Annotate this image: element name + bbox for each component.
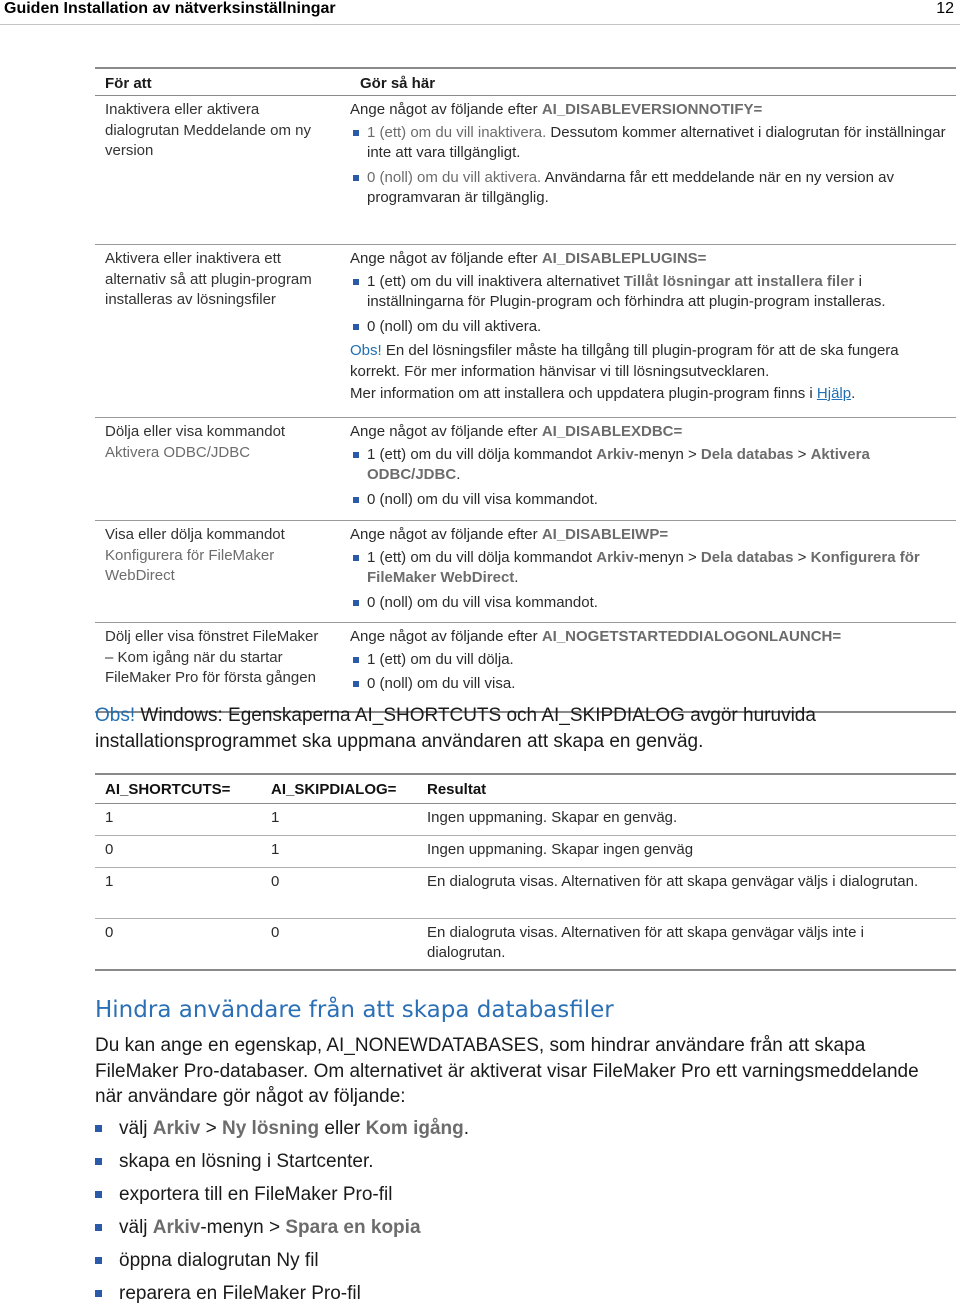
column-header-purpose: För att	[105, 75, 152, 92]
row-purpose: Inaktivera eller aktivera dialogrutan Meddelande om ny version	[105, 101, 311, 159]
list-item: välj Arkiv-menyn > Spara en kopia	[95, 1215, 945, 1248]
list-item: 1 (ett) om du vill inaktivera alternativet Tillåt lösningar att installera filer i inställningarna för Plugin-program och förhindra att plugin-program installeras.	[350, 272, 946, 313]
list-item: 1 (ett) om du vill inaktivera. Dessutom kommer alternativet i dialogrutan för inställningar inte att vara tillgängligt.	[350, 123, 946, 164]
list-item: 0 (noll) om du vill visa kommandot.	[350, 490, 946, 511]
note-text: Obs! En del lösningsfiler måste ha tillgång till plugin-program för att de ska fungera korrekt. För mer information hänvisar vi till lösningsutvecklaren.	[350, 342, 899, 380]
windows-note	[95, 703, 945, 755]
table-cell: Ingen uppmaning. Skapar ingen genväg	[427, 841, 694, 858]
value-list	[350, 445, 946, 511]
row-intro: Ange något av följande efter AI_DISABLEPLUGINS=	[350, 250, 707, 267]
list-item: välj Arkiv > Ny lösning eller Kom igång.	[95, 1116, 945, 1149]
property-name: AI_DISABLEPLUGINS=	[541, 250, 707, 267]
table-header	[95, 775, 956, 804]
properties-table	[95, 67, 956, 713]
column-header: AI_SKIPDIALOG=	[271, 781, 397, 798]
row-intro: Ange något av följande efter AI_DISABLEIWP=	[350, 526, 669, 543]
row-action	[340, 418, 956, 520]
list-item: öppna dialogrutan Ny fil	[95, 1248, 945, 1281]
table-row	[95, 521, 956, 623]
value-list	[350, 123, 946, 209]
list-item: 0 (noll) om du vill visa kommandot.	[350, 593, 946, 614]
document-title: Guiden Installation av nätverksinställningar	[4, 0, 336, 17]
section-heading: Hindra användare från att skapa databasfiler	[95, 997, 614, 1023]
column-header: Resultat	[427, 781, 487, 798]
row-purpose: Visa eller dölja kommandot Konfigurera för FileMaker WebDirect	[105, 526, 285, 584]
table-row	[95, 96, 956, 245]
list-item: 0 (noll) om du vill aktivera.	[350, 317, 946, 338]
table-cell: 1	[271, 809, 280, 826]
table-cell: 0	[271, 924, 280, 941]
page-header	[0, 0, 960, 25]
list-item: skapa en lösning i Startcenter.	[95, 1149, 945, 1182]
table-cell: En dialogruta visas. Alternativen för att skapa genvägar väljs inte i dialogrutan.	[427, 924, 864, 961]
list-item: 0 (noll) om du vill aktivera. Användarna får ett meddelande när en ny version av programvaran är tillgänglig.	[350, 168, 946, 209]
row-action	[340, 245, 956, 417]
table-cell: 1	[105, 873, 114, 890]
note-body: Windows: Egenskaperna AI_SHORTCUTS och AI_SKIPDIALOG avgör huruvida installationsprogrammet ska uppmana användaren att skapa en genväg.	[95, 705, 816, 752]
list-item: 1 (ett) om du vill dölja kommandot Arkiv-menyn > Dela databas > Aktivera ODBC/JDBC.	[350, 445, 946, 486]
table-header	[95, 69, 956, 96]
more-info: Mer information om att installera och uppdatera plugin-program finns i Hjälp.	[350, 385, 856, 402]
shortcut-table	[95, 773, 956, 971]
help-link[interactable]: Hjälp	[816, 385, 852, 402]
value-list	[350, 548, 946, 614]
page-number: 12	[936, 0, 954, 17]
note-label: Obs!	[95, 705, 136, 726]
table-cell: 1	[105, 809, 114, 826]
table-row	[95, 919, 956, 969]
column-header-action: Gör så här	[360, 75, 436, 92]
list-item: exportera till en FileMaker Pro-fil	[95, 1182, 945, 1215]
action-list	[95, 1116, 945, 1314]
row-purpose: Aktivera eller inaktivera ett alternativ så att plugin-program installeras av lösningsfiler	[105, 250, 312, 308]
property-name: AI_DISABLEVERSIONNOTIFY=	[541, 101, 763, 118]
table-row	[95, 623, 956, 711]
property-name: AI_NOGETSTARTEDDIALOGONLAUNCH=	[541, 628, 842, 645]
row-purpose: Dölja eller visa kommandot Aktivera ODBC/JDBC	[105, 423, 286, 461]
table-row	[95, 804, 956, 836]
property-name: AI_DISABLEIWP=	[541, 526, 669, 543]
row-purpose: Dölj eller visa fönstret FileMaker – Kom igång när du startar FileMaker Pro för första gången	[105, 628, 319, 686]
table-cell: En dialogruta visas. Alternativen för att skapa genvägar väljs i dialogrutan.	[427, 873, 919, 890]
list-item: 1 (ett) om du vill dölja kommandot Arkiv-menyn > Dela databas > Konfigurera för FileMaker WebDirect.	[350, 548, 946, 589]
row-intro: Ange något av följande efter AI_NOGETSTARTEDDIALOGONLAUNCH=	[350, 628, 842, 645]
table-row	[95, 245, 956, 418]
row-action	[340, 623, 956, 711]
table-cell: 0	[105, 841, 114, 858]
property-name: AI_DISABLEXDBC=	[541, 423, 683, 440]
row-action	[340, 96, 956, 244]
column-header: AI_SHORTCUTS=	[105, 781, 231, 798]
row-intro: Ange något av följande efter AI_DISABLEXDBC=	[350, 423, 683, 440]
value-list	[350, 650, 946, 695]
row-intro: Ange något av följande efter AI_DISABLEVERSIONNOTIFY=	[350, 101, 763, 118]
table-cell: 1	[271, 841, 280, 858]
table-cell: 0	[105, 924, 114, 941]
section-paragraph: Du kan ange en egenskap, AI_NONEWDATABASES, som hindrar användare från att skapa FileMaker Pro-databaser. Om alternativet är aktiverat visar FileMaker Pro ett varningsmeddelande när användare gör något av följande:	[95, 1035, 919, 1107]
table-cell: 0	[271, 873, 280, 890]
list-item: 0 (noll) om du vill visa.	[350, 674, 946, 695]
value-list	[350, 272, 946, 338]
row-action	[340, 521, 956, 622]
table-cell: Ingen uppmaning. Skapar en genväg.	[427, 809, 678, 826]
table-row	[95, 836, 956, 868]
list-item: reparera en FileMaker Pro-fil	[95, 1281, 945, 1314]
table-row	[95, 868, 956, 919]
list-item: 1 (ett) om du vill dölja.	[350, 650, 946, 671]
table-row	[95, 418, 956, 521]
